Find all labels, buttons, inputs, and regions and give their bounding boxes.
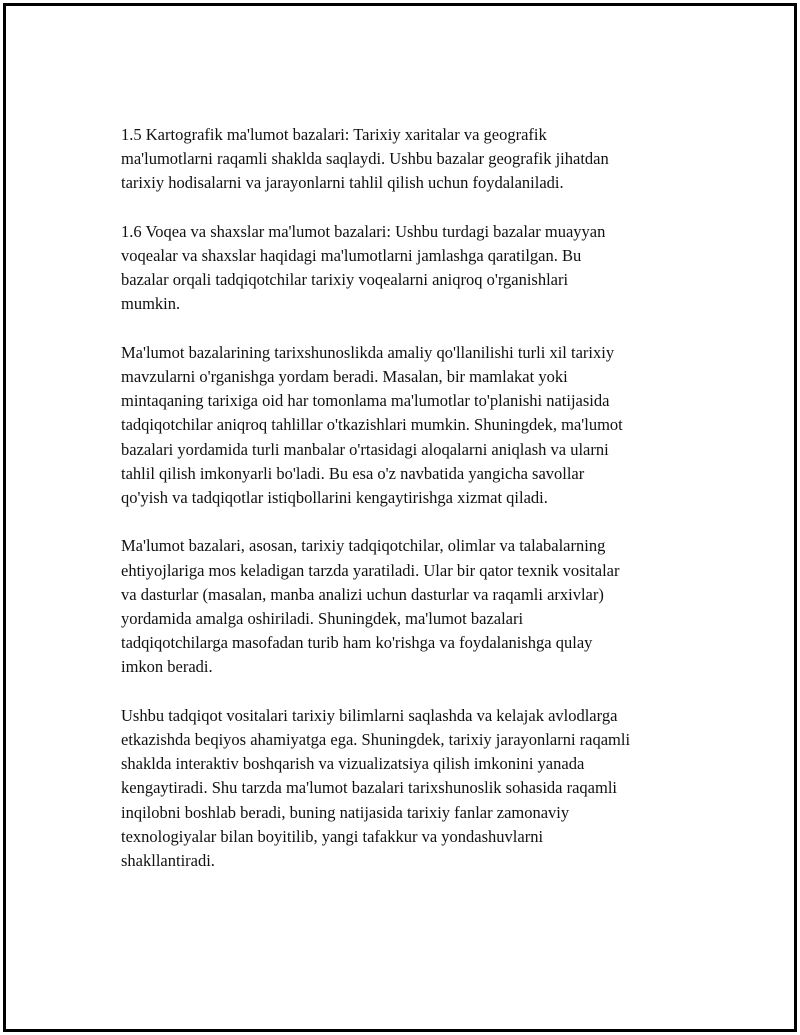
page-frame [3, 3, 797, 1032]
text-line: yordamida amalga oshiriladi. Shuningdek, ma'lumot bazalari [121, 609, 524, 629]
text-line: 1.6 Voqea va shaxslar ma'lumot bazalari: Ushbu turdagi bazalar muayyan [121, 221, 606, 241]
text-line: etkazishda beqiyos ahamiyatga ega. Shuningdek, tarixiy jarayonlarni raqamli [121, 730, 631, 750]
paragraph-kartografik-bazalar [121, 123, 701, 196]
text-line: ehtiyojlariga mos keladigan tarzda yaratiladi. Ular bir qator texnik vositalar [121, 560, 620, 580]
text-line: qo'yish va tadqiqotlar istiqbollarini kengaytirishga xizmat qiladi. [121, 488, 548, 508]
text-line: ma'lumotlarni raqamli shaklda saqlaydi. Ushbu bazalar geografik jihatdan [121, 149, 609, 169]
text-line: voqealar va shaxslar haqidagi ma'lumotlarni jamlashga qaratilgan. Bu [121, 246, 582, 265]
text-line: texnologiyalar bilan boyitilib, yangi tafakkur va yondashuvlarni [121, 826, 544, 846]
text-line: tadqiqotchilar aniqroq tahlillar o'tkazishlari mumkin. Shuningdek, ma'lumot [121, 415, 623, 435]
text-line: va dasturlar (masalan, manba analizi uchun dasturlar va raqamli arxivlar) [121, 584, 604, 604]
text-line: imkon beradi. [121, 657, 213, 677]
text-line: inqilobni boshlab beradi, buning natijasida tarixiy fanlar zamonaviy [121, 802, 570, 822]
text-line: tadqiqotchilarga masofadan turib ham ko'rishga va foydalanishga qulay [121, 633, 593, 653]
text-line: mavzularni o'rganishga yordam beradi. Masalan, bir mamlakat yoki [121, 367, 568, 386]
text-line: Ushbu tadqiqot vositalari tarixiy bilimlarni saqlashda va kelajak avlodlarga [121, 705, 618, 725]
paragraph-ehtiyojlar [121, 534, 701, 679]
text-line: Ma'lumot bazalari, asosan, tarixiy tadqiqotchilar, olimlar va talabalarning [121, 536, 606, 556]
paragraph-tadqiqot-vositalari [121, 704, 701, 873]
text-line: Ma'lumot bazalarining tarixshunoslikda amaliy qo'llanilishi turli xil tarixiy [121, 342, 615, 362]
text-line: shakllantiradi. [121, 851, 215, 871]
text-line: 1.5 Kartografik ma'lumot bazalari: Tarixiy xaritalar va geografik [121, 125, 547, 144]
text-line: mumkin. [121, 294, 181, 314]
text-line: kengaytiradi. Shu tarzda ma'lumot bazalari tarixshunoslik sohasida raqamli [121, 778, 617, 798]
text-line: shaklda interaktiv boshqarish va vizualizatsiya qilish imkonini yanada [121, 754, 585, 774]
text-line: tahlil qilish imkonyarli bo'ladi. Bu esa o'z navbatida yangicha savollar [121, 463, 585, 483]
paragraph-amaliy-qollanilishi [121, 341, 701, 510]
document-body [121, 123, 701, 897]
paragraph-voqea-shaxslar-bazalar [121, 220, 701, 317]
text-line: bazalari yordamida turli manbalar o'rtasidagi aloqalarni aniqlash va ularni [121, 439, 609, 459]
text-line: mintaqaning tarixiga oid har tomonlama ma'lumotlar to'planishi natijasida [121, 391, 610, 411]
text-line: bazalar orqali tadqiqotchilar tarixiy voqealarni aniqroq o'rganishlari [121, 270, 569, 290]
text-line: tarixiy hodisalarni va jarayonlarni tahlil qilish uchun foydalaniladi. [121, 173, 564, 193]
